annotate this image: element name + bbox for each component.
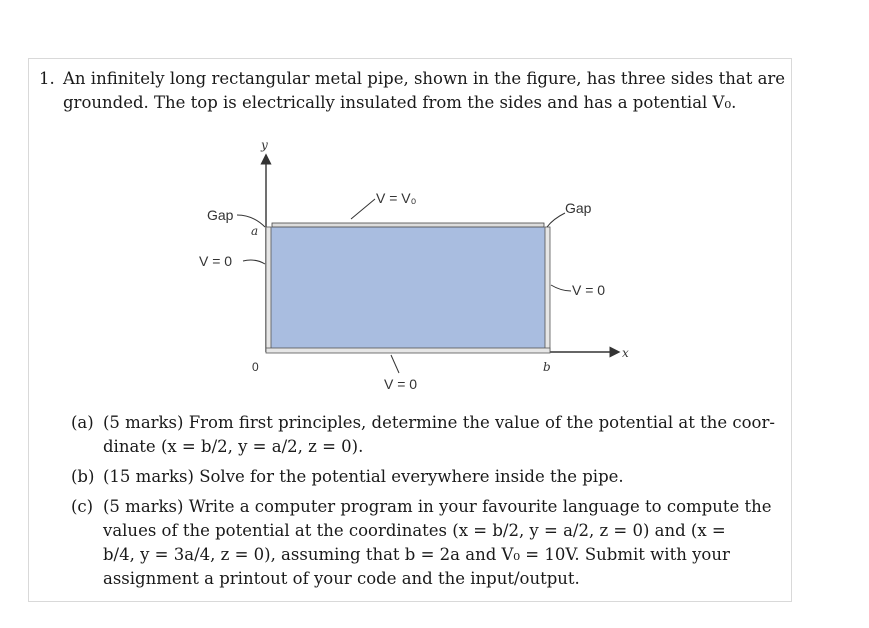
right-potential-label: V = 0 (572, 282, 606, 298)
top-potential-label: V = V₀ (376, 190, 417, 206)
gap-left-label: Gap (207, 207, 234, 223)
right-potential-leader (551, 285, 571, 291)
right-wall (545, 227, 550, 352)
origin-label: 0 (252, 360, 259, 374)
width-label: b (543, 360, 551, 374)
height-label: a (251, 224, 259, 238)
part-c-line-2: values of the potential at the coordinates (x = b/2, y = a/2, z = 0) and (x = (103, 521, 726, 540)
part-b (71, 465, 781, 489)
question-card (28, 58, 792, 602)
part-a (71, 411, 781, 459)
part-c-line-1: (5 marks) Write a computer program in your favourite language to compute the (103, 497, 772, 516)
question-number: 1. (39, 69, 55, 88)
part-b-label: (b) (71, 467, 95, 486)
bottom-wall (266, 348, 550, 353)
part-a-label: (a) (71, 413, 94, 432)
gap-right-leader (547, 213, 565, 227)
question-parts (71, 411, 781, 597)
part-a-line-1: (5 marks) From first principles, determine the value of the potential at the coor- (103, 413, 775, 432)
part-c (71, 495, 781, 591)
y-axis-label: y (261, 138, 268, 152)
gap-right-label: Gap (565, 200, 592, 216)
x-axis-label: x (622, 346, 629, 360)
part-a-line-2: dinate (x = b/2, y = a/2, z = 0). (103, 437, 364, 456)
bottom-potential-leader (391, 355, 399, 373)
bottom-potential-label: V = 0 (384, 376, 418, 392)
pipe-cross-section-figure (29, 59, 793, 399)
part-c-line-3: b/4, y = 3a/4, z = 0), assuming that b = 2a and V₀ = 10V. Submit with your (103, 545, 730, 564)
question-text-line-2: grounded. The top is electrically insulated from the sides and has a potential V₀. (63, 93, 737, 112)
top-leader-line (351, 199, 375, 219)
left-potential-label: V = 0 (199, 253, 233, 269)
part-b-line-1: (15 marks) Solve for the potential everywhere inside the pipe. (103, 467, 624, 486)
left-wall (266, 227, 271, 352)
top-plate (272, 223, 544, 227)
pipe-interior (271, 227, 545, 350)
part-c-label: (c) (71, 497, 94, 516)
part-c-line-4: assignment a printout of your code and the input/output. (103, 569, 580, 588)
question-text-line-1: An infinitely long rectangular metal pipe, shown in the figure, has three sides that are (63, 69, 786, 88)
left-potential-leader (243, 260, 265, 264)
